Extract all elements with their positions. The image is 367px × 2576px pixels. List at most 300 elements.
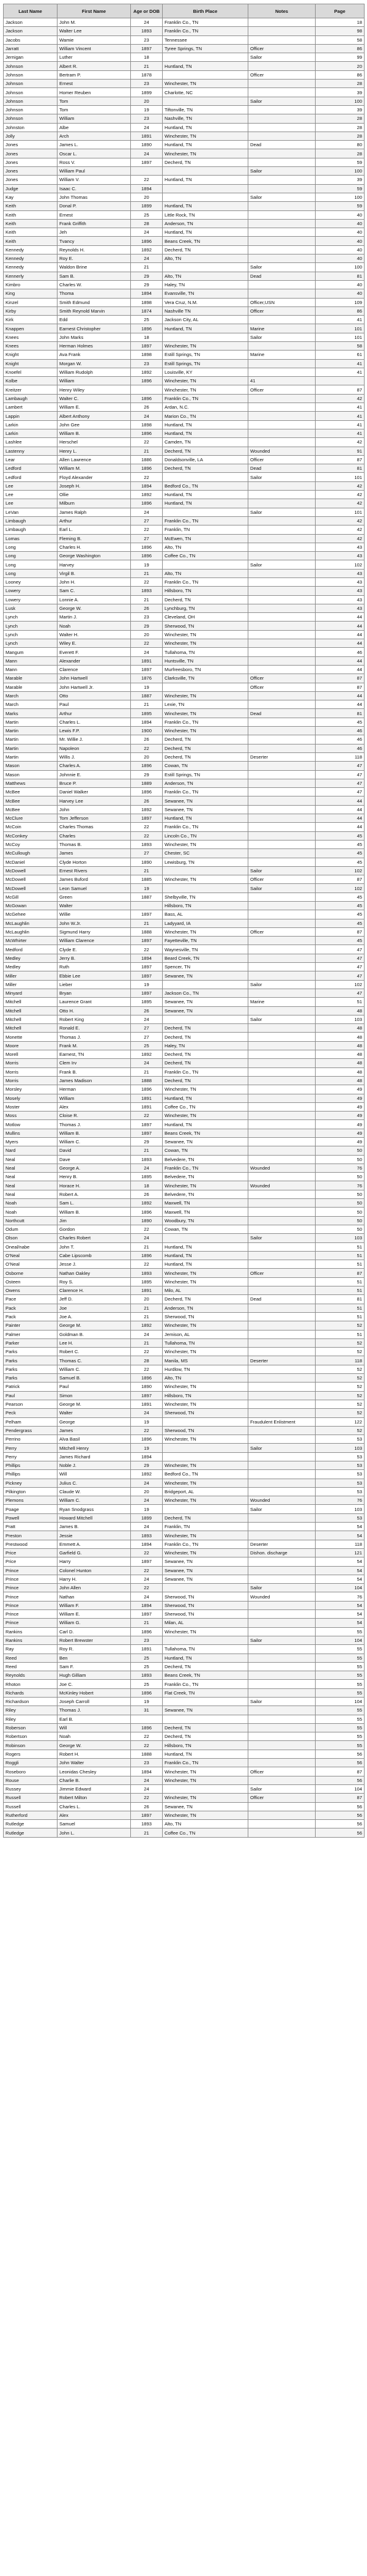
page-cell: 51 [316, 1242, 365, 1251]
age-dob-cell: 22 [131, 1225, 163, 1233]
table-row [4, 1295, 365, 1304]
table-row [4, 823, 365, 831]
birth-place-cell: Franklin Co., TN [163, 718, 248, 726]
age-dob-cell: 1894 [131, 1767, 163, 1776]
page-cell: 54 [316, 1610, 365, 1619]
last-name-cell: McLaughlin [4, 927, 57, 936]
birth-place-cell: Franklin Co., TN [163, 18, 248, 27]
last-name-cell: O'Neal [4, 1260, 57, 1269]
last-name-cell: Mitchell [4, 1015, 57, 1023]
notes-cell [248, 901, 316, 910]
table-row [4, 1006, 365, 1015]
page-cell: 121 [316, 1548, 365, 1557]
notes-cell [248, 491, 316, 499]
table-row [4, 604, 365, 612]
notes-cell [248, 368, 316, 376]
page-cell: 103 [316, 1505, 365, 1513]
last-name-cell: Rouse [4, 1776, 57, 1784]
page-cell: 39 [316, 88, 365, 97]
page-cell: 55 [316, 1741, 365, 1750]
page-cell: 118 [316, 1356, 365, 1365]
page-cell: 50 [316, 1199, 365, 1208]
page-cell: 44 [316, 814, 365, 823]
age-dob-cell: 1892 [131, 805, 163, 814]
first-name-cell: Joseph H. [57, 481, 131, 490]
age-dob-cell: 1899 [131, 202, 163, 210]
first-name-cell: Leonidas Chesley [57, 1767, 131, 1776]
table-row [4, 1706, 365, 1715]
page-cell: 49 [316, 1120, 365, 1129]
age-dob-cell: 1891 [131, 1645, 163, 1654]
last-name-cell: Kirby [4, 306, 57, 315]
notes-cell: Wounded [248, 447, 316, 455]
age-dob-cell: 1893 [131, 840, 163, 848]
age-dob-cell: 26 [131, 1190, 163, 1198]
page-cell: 87 [316, 674, 365, 683]
notes-cell [248, 1076, 316, 1085]
first-name-cell: Everett F. [57, 648, 131, 656]
birth-place-cell: Winchester, TN [163, 385, 248, 394]
table-row [4, 1601, 365, 1609]
notes-cell: Officer [248, 875, 316, 884]
page-cell: 51 [316, 1330, 365, 1338]
birth-place-cell: Tyree Springs, TN [163, 44, 248, 53]
first-name-cell: Walter [57, 901, 131, 910]
birth-place-cell: Winchester, TN [163, 1383, 248, 1391]
table-row [4, 1304, 365, 1312]
age-dob-cell: 1897 [131, 1120, 163, 1129]
birth-place-cell: Lexie, TN [163, 700, 248, 709]
page-cell: 103 [316, 1234, 365, 1242]
page-cell: 40 [316, 219, 365, 228]
first-name-cell: Ebbie Lee [57, 971, 131, 980]
table-row [4, 1496, 365, 1505]
last-name-cell: Parks [4, 1365, 57, 1373]
page-cell: 46 [316, 735, 365, 744]
first-name-cell: Cloise R. [57, 1112, 131, 1120]
birth-place-cell: Sewanee, TN [163, 971, 248, 980]
table-row [4, 875, 365, 884]
table-row [4, 796, 365, 805]
notes-cell: Officer [248, 385, 316, 394]
birth-place-cell: Huntland, TN [163, 491, 248, 499]
age-dob-cell: 29 [131, 280, 163, 289]
last-name-cell: Prince [4, 1601, 57, 1609]
birth-place-cell: Louisville, KY [163, 368, 248, 376]
last-name-cell: Pendergrass [4, 1426, 57, 1435]
page-cell: 98 [316, 27, 365, 35]
page-cell: 44 [316, 639, 365, 648]
table-row [4, 1680, 365, 1688]
page-cell: 56 [316, 1811, 365, 1819]
birth-place-cell: Sewanee, TN [163, 796, 248, 805]
first-name-cell: Waldon Brine [57, 263, 131, 272]
notes-cell: Fraudulent Enlistment [248, 1417, 316, 1426]
table-row [4, 718, 365, 726]
last-name-cell: McDaniel [4, 858, 57, 866]
first-name-cell: Frank B. [57, 1067, 131, 1076]
last-name-cell: Marks [4, 709, 57, 718]
page-cell: 48 [316, 1050, 365, 1059]
last-name-cell: Knight [4, 359, 57, 368]
page-cell: 51 [316, 998, 365, 1006]
notes-cell [248, 1338, 316, 1347]
first-name-cell: Willie [57, 910, 131, 919]
last-name-cell: Owens [4, 1286, 57, 1295]
last-name-cell: Lynch [4, 613, 57, 622]
birth-place-cell: Marion Co., TN [163, 412, 248, 420]
first-name-cell: Paul [57, 700, 131, 709]
notes-cell [248, 1102, 316, 1111]
page-cell: 43 [316, 552, 365, 560]
last-name-cell: Lee [4, 491, 57, 499]
last-name-cell: Jones [4, 141, 57, 149]
age-dob-cell: 22 [131, 438, 163, 447]
page-cell: 100 [316, 263, 365, 272]
birth-place-cell: Haley, TN [163, 1041, 248, 1050]
notes-cell [248, 132, 316, 140]
page-cell: 55 [316, 1654, 365, 1662]
last-name-cell: Olson [4, 1234, 57, 1242]
age-dob-cell: 1893 [131, 1671, 163, 1680]
first-name-cell: Martin J. [57, 613, 131, 622]
last-name-cell: Rogers [4, 1750, 57, 1758]
last-name-cell: Rutledge [4, 1820, 57, 1828]
table-row [4, 1654, 365, 1662]
first-name-cell: Oscar L. [57, 149, 131, 158]
page-cell: 87 [316, 385, 365, 394]
page-cell: 51 [316, 1304, 365, 1312]
notes-cell [248, 1715, 316, 1723]
table-row [4, 1260, 365, 1269]
age-dob-cell: 22 [131, 1365, 163, 1373]
last-name-cell: Lambert [4, 403, 57, 412]
notes-cell [248, 578, 316, 587]
birth-place-cell [163, 1636, 248, 1644]
age-dob-cell: 26 [131, 1802, 163, 1811]
page-cell: 45 [316, 831, 365, 840]
birth-place-cell: Winchester, TN [163, 1181, 248, 1190]
birth-place-cell: Winchester, TN [163, 691, 248, 700]
age-dob-cell: 1897 [131, 1610, 163, 1619]
last-name-cell: Phillips [4, 1461, 57, 1469]
page-cell: 54 [316, 1557, 365, 1566]
birth-place-cell: Ladyyard, IA [163, 919, 248, 927]
first-name-cell: Paul [57, 1383, 131, 1391]
page-cell: 56 [316, 1759, 365, 1767]
table-row [4, 1452, 365, 1461]
birth-place-cell: Winchester, TN [163, 1776, 248, 1784]
table-row [4, 1566, 365, 1575]
last-name-cell: King [4, 289, 57, 298]
age-dob-cell: 21 [131, 866, 163, 875]
last-name-cell: Lynch [4, 622, 57, 630]
notes-cell [248, 805, 316, 814]
last-name-cell: Mitchell [4, 1024, 57, 1033]
notes-cell [248, 1129, 316, 1137]
notes-cell: Officer [248, 1767, 316, 1776]
table-row [4, 70, 365, 79]
birth-place-cell: Estill Springs, TN [163, 359, 248, 368]
last-name-cell: Keith [4, 237, 57, 245]
notes-cell: Dead [248, 464, 316, 473]
last-name-cell: Long [4, 569, 57, 577]
first-name-cell: Floyd Alexander [57, 473, 131, 481]
birth-place-cell: Bedford Co., TN [163, 1470, 248, 1479]
page-cell: 48 [316, 1033, 365, 1041]
first-name-cell: William B. [57, 1129, 131, 1137]
age-dob-cell: 21 [131, 1067, 163, 1076]
birth-place-cell: Maxwell, TN [163, 1208, 248, 1216]
page-cell: 48 [316, 1024, 365, 1033]
birth-place-cell: Decherd, TN [163, 464, 248, 473]
age-dob-cell: 1893 [131, 27, 163, 35]
page-cell: 104 [316, 1784, 365, 1793]
page-cell: 101 [316, 473, 365, 481]
notes-cell [248, 280, 316, 289]
notes-cell: Dead [248, 709, 316, 718]
birth-place-cell: Belvedere, TN [163, 1173, 248, 1181]
notes-cell: Deserter [248, 1356, 316, 1365]
birth-place-cell [163, 184, 248, 193]
table-row [4, 1513, 365, 1522]
birth-place-cell: Decherd, TN [163, 595, 248, 604]
first-name-cell: Clarence [57, 665, 131, 674]
notes-cell [248, 219, 316, 228]
table-row [4, 630, 365, 639]
age-dob-cell: 1895 [131, 1173, 163, 1181]
notes-cell [248, 403, 316, 412]
birth-place-cell: Maxwell, TN [163, 1199, 248, 1208]
first-name-cell: Tom [57, 97, 131, 105]
first-name-cell: Robert King [57, 1015, 131, 1023]
last-name-cell: LeVan [4, 508, 57, 516]
age-dob-cell: 29 [131, 272, 163, 280]
notes-cell [248, 858, 316, 866]
page-cell: 50 [316, 1155, 365, 1164]
last-name-cell: Plemons [4, 1496, 57, 1505]
table-row [4, 123, 365, 132]
notes-cell [248, 1426, 316, 1435]
notes-cell [248, 1041, 316, 1050]
age-dob-cell: 1897 [131, 1391, 163, 1400]
page-cell: 87 [316, 875, 365, 884]
last-name-cell: Knoefel [4, 368, 57, 376]
table-row [4, 1330, 365, 1338]
last-name-cell: Poage [4, 1505, 57, 1513]
table-row [4, 1575, 365, 1583]
first-name-cell: Luther [57, 53, 131, 62]
age-dob-cell: 1890 [131, 141, 163, 149]
notes-cell [248, 1741, 316, 1750]
page-cell: 52 [316, 1321, 365, 1330]
birth-place-cell: Winchester, TN [163, 1435, 248, 1444]
first-name-cell: Jim [57, 1216, 131, 1225]
notes-cell: Dead [248, 141, 316, 149]
table-row [4, 1741, 365, 1750]
page-cell: 46 [316, 744, 365, 752]
age-dob-cell: 18 [131, 53, 163, 62]
birth-place-cell: Decherd, TN [163, 1513, 248, 1522]
age-dob-cell: 29 [131, 622, 163, 630]
last-name-cell: Prince [4, 1575, 57, 1583]
notes-cell [248, 420, 316, 429]
age-dob-cell: 18 [131, 333, 163, 341]
last-name-cell: Johnston [4, 123, 57, 132]
table-row [4, 447, 365, 455]
first-name-cell: Nathan [57, 1592, 131, 1601]
notes-cell: Dead [248, 1295, 316, 1304]
last-name-cell: Johnson [4, 70, 57, 79]
page-cell: 41 [316, 420, 365, 429]
last-name-cell: Phillips [4, 1470, 57, 1479]
age-dob-cell: 23 [131, 1636, 163, 1644]
table-row [4, 508, 365, 516]
birth-place-cell: Milo, AL [163, 1286, 248, 1295]
table-row [4, 1470, 365, 1479]
last-name-cell: Larkin [4, 420, 57, 429]
page-cell: 49 [316, 1112, 365, 1120]
birth-place-cell: Estill Springs, TN [163, 770, 248, 779]
first-name-cell: William E. [57, 1610, 131, 1619]
birth-place-cell: Chester, SC [163, 849, 248, 858]
page-cell: 46 [316, 727, 365, 735]
last-name-cell: Lear [4, 455, 57, 464]
age-dob-cell: 1897 [131, 963, 163, 971]
first-name-cell: John Thomas [57, 193, 131, 201]
table-row [4, 1409, 365, 1417]
notes-cell [248, 945, 316, 954]
age-dob-cell: 24 [131, 1575, 163, 1583]
table-row [4, 552, 365, 560]
page-cell: 45 [316, 849, 365, 858]
notes-cell [248, 727, 316, 735]
birth-place-cell: Lynchburg, TN [163, 604, 248, 612]
last-name-cell: Keith [4, 202, 57, 210]
first-name-cell: Ollie [57, 491, 131, 499]
table-row [4, 648, 365, 656]
notes-cell [248, 963, 316, 971]
notes-cell [248, 1435, 316, 1444]
notes-cell: Sailor [248, 1505, 316, 1513]
age-dob-cell: 1888 [131, 927, 163, 936]
table-row [4, 1208, 365, 1216]
page-cell: 40 [316, 237, 365, 245]
notes-cell [248, 1155, 316, 1164]
age-dob-cell: 1895 [131, 709, 163, 718]
first-name-cell: Wiley E. [57, 639, 131, 648]
birth-place-cell: Winchester, TN [163, 341, 248, 350]
page-cell [316, 377, 365, 385]
page-cell: 52 [316, 1348, 365, 1356]
notes-cell: Officer [248, 927, 316, 936]
table-row [4, 341, 365, 350]
age-dob-cell: 24 [131, 1059, 163, 1067]
page-cell: 53 [316, 1487, 365, 1496]
last-name-cell: Marable [4, 683, 57, 691]
table-row [4, 945, 365, 954]
last-name-cell: Roggli [4, 1759, 57, 1767]
age-dob-cell: 19 [131, 1417, 163, 1426]
notes-cell: Sailor [248, 263, 316, 272]
last-name-cell: Rutledge [4, 1828, 57, 1837]
birth-place-cell: Camden, TN [163, 438, 248, 447]
notes-cell [248, 796, 316, 805]
last-name-cell: Pack [4, 1312, 57, 1321]
age-dob-cell: 1894 [131, 184, 163, 193]
table-row [4, 1662, 365, 1671]
page-cell: 45 [316, 893, 365, 901]
page-cell: 48 [316, 1041, 365, 1050]
first-name-cell: Sam C. [57, 587, 131, 595]
age-dob-cell: 1888 [131, 1750, 163, 1758]
table-row [4, 1802, 365, 1811]
page-cell: 54 [316, 1523, 365, 1531]
page-cell: 55 [316, 1732, 365, 1741]
last-name-cell: Myers [4, 1138, 57, 1146]
notes-cell [248, 735, 316, 744]
last-name-cell: Johnson [4, 88, 57, 97]
age-dob-cell: 24 [131, 1496, 163, 1505]
notes-cell: Sailor [248, 333, 316, 341]
first-name-cell: William Rudolph [57, 368, 131, 376]
page-cell: 55 [316, 1715, 365, 1723]
notes-cell [248, 1479, 316, 1487]
last-name-cell: McDowell [4, 875, 57, 884]
notes-cell [248, 1531, 316, 1540]
notes-cell [248, 1820, 316, 1828]
first-name-cell: Donal P. [57, 202, 131, 210]
last-name-cell: McCoy [4, 840, 57, 848]
notes-cell [248, 429, 316, 437]
first-name-cell: Otto [57, 691, 131, 700]
table-row [4, 210, 365, 219]
last-name-cell: Miller [4, 971, 57, 980]
first-name-cell: William F. [57, 1601, 131, 1609]
notes-cell [248, 1208, 316, 1216]
page-cell: 42 [316, 438, 365, 447]
last-name-cell: Mitchell [4, 998, 57, 1006]
last-name-cell: Jones [4, 158, 57, 166]
notes-cell [248, 595, 316, 604]
first-name-cell: Lee H. [57, 1338, 131, 1347]
last-name-cell: March [4, 691, 57, 700]
birth-place-cell [163, 980, 248, 989]
first-name-cell: Gordon [57, 1225, 131, 1233]
page-cell: 49 [316, 1102, 365, 1111]
birth-place-cell: Sewanee, TN [163, 805, 248, 814]
table-row [4, 149, 365, 158]
page-cell: 101 [316, 324, 365, 333]
page-cell: 54 [316, 1619, 365, 1627]
last-name-cell: Lee [4, 499, 57, 508]
table-row [4, 333, 365, 341]
notes-cell: Officer [248, 44, 316, 53]
first-name-cell: James Madison [57, 1076, 131, 1085]
last-name-cell: Pelham [4, 1417, 57, 1426]
table-row [4, 1698, 365, 1706]
first-name-cell: Sam F. [57, 1662, 131, 1671]
table-row [4, 1400, 365, 1408]
birth-place-cell: Lincoln Co., TN [163, 831, 248, 840]
first-name-cell: John Hartwell [57, 674, 131, 683]
table-row [4, 1505, 365, 1513]
notes-cell [248, 35, 316, 44]
notes-cell: Dead [248, 272, 316, 280]
table-row [4, 62, 365, 70]
notes-cell [248, 1513, 316, 1522]
last-name-cell: Noah [4, 1208, 57, 1216]
